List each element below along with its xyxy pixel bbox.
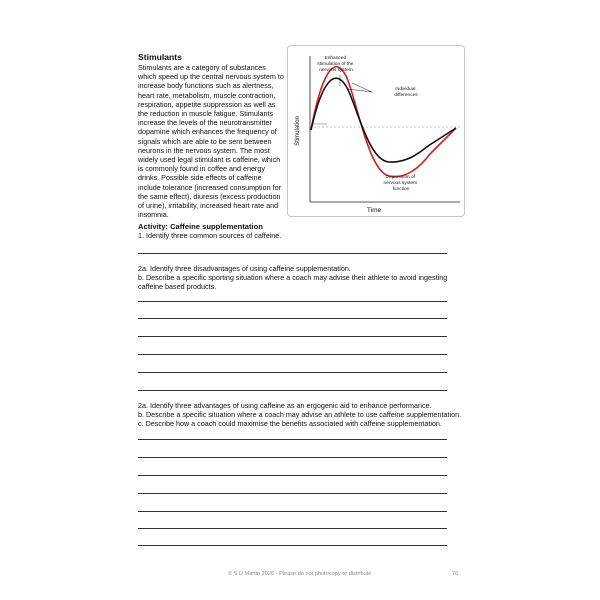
- answer-line[interactable]: [138, 390, 447, 391]
- answer-line[interactable]: [138, 475, 447, 476]
- depression-label-line-3: function: [392, 187, 410, 192]
- copyright-footer: © S D Martin 2026 - Please do not photocopy or distribute: [228, 571, 372, 577]
- depression-label-line-1: Depression of: [385, 175, 416, 180]
- question-3c-text: c. Describe how a coach could maximise the benefits associated with caffeine supplementation.: [138, 419, 442, 429]
- individual-label-line-2: differences: [394, 93, 418, 98]
- answer-line[interactable]: [138, 493, 447, 494]
- question-2b-text: b. Describe a specific sporting situation where a coach may advise their athlete to avoid ingesting caffeine based products.: [138, 273, 448, 292]
- question-3b-text: b. Describe a specific situation where a coach may advise an athlete to use caffeine supplementation.: [138, 410, 462, 420]
- activity-question-3: [138, 401, 468, 429]
- activity-question-1: [138, 222, 468, 240]
- answer-line[interactable]: [138, 318, 447, 319]
- answer-line[interactable]: [138, 545, 447, 546]
- answer-line[interactable]: [138, 336, 447, 337]
- enhanced-label: [317, 55, 355, 73]
- baseline-label: Baseline: [312, 121, 328, 126]
- x-axis-label: Time: [366, 207, 382, 214]
- intro-block: [138, 52, 284, 219]
- activity-title: Activity: Caffeine supplementation: [138, 222, 263, 231]
- enhanced-label-line-3: nervous system: [319, 68, 353, 73]
- depression-label: [384, 174, 419, 192]
- answer-line[interactable]: [138, 354, 447, 355]
- question-2a-text: 2a. Identify three disadvantages of using caffeine supplementation.: [138, 264, 351, 273]
- question-3a-text: 2a. Identify three advantages of using caffeine as an ergogenic aid to enhance performance.: [138, 401, 432, 410]
- y-axis-label: Stimulation: [295, 116, 301, 146]
- enhanced-label-line-1: Enhanced: [324, 56, 347, 61]
- answer-line[interactable]: [138, 301, 447, 302]
- stimulation-diagram: [288, 46, 464, 216]
- individual-differences-label: [394, 86, 418, 98]
- answer-line[interactable]: [138, 253, 447, 254]
- depression-label-line-2: nervous system: [383, 181, 418, 186]
- answer-line[interactable]: [138, 457, 447, 458]
- question-1-text: 1. Identify three common sources of caffeine.: [138, 231, 282, 241]
- answer-line[interactable]: [138, 511, 447, 512]
- answer-line[interactable]: [138, 439, 447, 440]
- enhanced-label-line-2: stimulation of the: [317, 62, 354, 67]
- page-number: 76: [452, 571, 459, 577]
- section-title: Stimulants: [138, 52, 182, 62]
- answer-line[interactable]: [138, 372, 447, 373]
- activity-question-2: [138, 264, 468, 292]
- stimulation-figure: [287, 45, 465, 217]
- individual-label-line-1: Individual: [395, 87, 416, 92]
- intro-paragraph: Stimulants are a category of substances which speed up the central nervous system to increase body functions such as alertness, heart rate, metabolism, muscle contraction, respiration, appetite suppression as well as the reduction in muscle fatigue. Stimulants increase the levels of the neurotransmitter dopamine which enhances the frequency of signals which are able to be sent between neurons in the nervous system. The most widely used legal stimulant is caffeine, which is commonly found in coffee and energy drinks. Possible side effects of caffeine include tolerance (increased consumption for the same effect), diuresis (excess production of urine), irritability, increased heart rate and insomnia.: [138, 63, 284, 220]
- answer-line[interactable]: [138, 528, 447, 529]
